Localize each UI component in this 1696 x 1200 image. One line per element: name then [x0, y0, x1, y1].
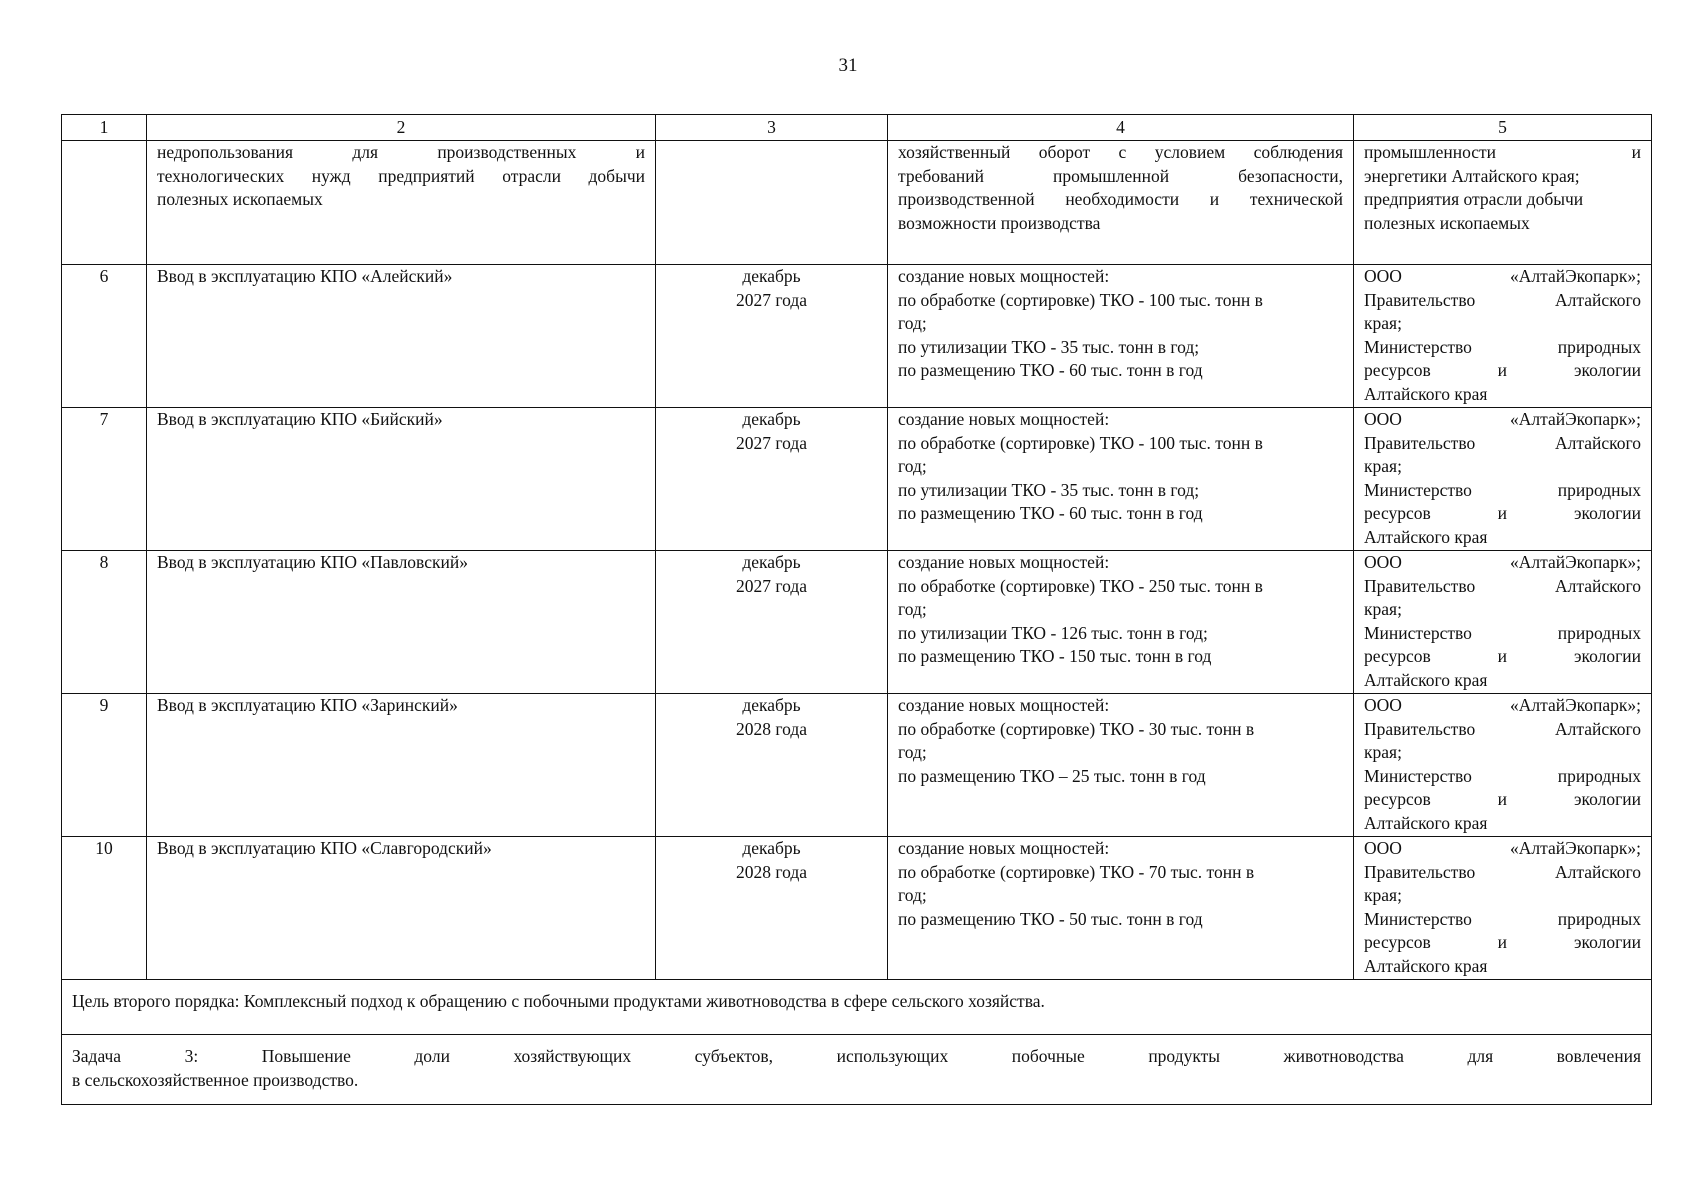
responsible-line: края; [1364, 599, 1402, 619]
deadline-year: 2028 года [735, 718, 808, 739]
responsible-line: ООО «АлтайЭкопарк»; [1364, 838, 1641, 858]
deadline-month: декабрь [742, 695, 801, 715]
responsible-cell [1354, 837, 1652, 980]
deadline-month: декабрь [742, 838, 801, 858]
header-cell-5: 5 [1354, 115, 1652, 141]
responsible-line: ООО «АлтайЭкопарк»; [1364, 409, 1641, 429]
table-row [62, 694, 1652, 837]
responsible-line: ООО «АлтайЭкопарк»; [1364, 695, 1641, 715]
responsible-line: Правительство Алтайского [1364, 575, 1641, 596]
continuation-activity-line: полезных ископаемых [157, 189, 323, 209]
continuation-activity-line: технологических нужд предприятий отрасли добычи [157, 165, 645, 186]
responsible-line: ресурсов и экологии [1364, 789, 1641, 809]
task-text-line2: в сельскохозяйственное производство. [72, 1069, 359, 1090]
responsible-line: Министерство природных [1364, 479, 1641, 500]
responsible-line: края; [1364, 885, 1402, 905]
continuation-responsible-line: промышленности и [1364, 142, 1641, 162]
responsible-line: Алтайского края [1364, 955, 1488, 976]
deadline-year: 2028 года [735, 861, 808, 882]
goal-text: Цель второго порядка: Комплексный подход к обращению с побочными продуктами животноводства в сфере сельского хозяйства. [62, 980, 1652, 1035]
activity-cell: Ввод в эксплуатацию КПО «Алейский» [147, 265, 656, 408]
continuation-result-line: требований промышленной безопасности, [898, 165, 1343, 186]
row-number: 6 [62, 265, 147, 408]
responsible-line: Алтайского края [1364, 812, 1488, 833]
deadline-month: декабрь [742, 266, 801, 286]
responsible-line: ресурсов и экологии [1364, 360, 1641, 380]
result-line: создание новых мощностей: [898, 838, 1110, 858]
continuation-result-line: хозяйственный оборот с условием соблюдения [898, 142, 1343, 162]
result-cell [888, 265, 1354, 408]
responsible-line: Правительство Алтайского [1364, 289, 1641, 310]
responsible-line: края; [1364, 456, 1402, 476]
result-line: год; [898, 599, 927, 619]
responsible-cell [1354, 551, 1652, 694]
continuation-responsible-line: энергетики Алтайского края; [1364, 165, 1580, 186]
responsible-line: Министерство природных [1364, 336, 1641, 357]
result-line: по обработке (сортировке) ТКО - 70 тыс. тонн в [898, 861, 1255, 882]
row-number: 7 [62, 408, 147, 551]
responsible-line: Министерство природных [1364, 908, 1641, 929]
responsible-cell [1354, 265, 1652, 408]
continuation-responsible-cell [1354, 141, 1652, 265]
task-row [62, 1035, 1652, 1105]
responsible-line: ресурсов и экологии [1364, 932, 1641, 952]
deadline-cell [656, 694, 888, 837]
result-line: по размещению ТКО - 60 тыс. тонн в год [898, 503, 1203, 523]
result-line: по обработке (сортировке) ТКО - 100 тыс. тонн в [898, 289, 1263, 310]
continuation-activity-line: недропользования для производственных и [157, 142, 645, 162]
result-line: создание новых мощностей: [898, 695, 1110, 715]
table-row [62, 265, 1652, 408]
result-cell [888, 837, 1354, 980]
row-number: 9 [62, 694, 147, 837]
deadline-cell [656, 265, 888, 408]
responsible-line: Правительство Алтайского [1364, 432, 1641, 453]
result-line: создание новых мощностей: [898, 409, 1110, 429]
continuation-num-cell [62, 141, 147, 265]
result-line: год; [898, 456, 927, 476]
activity-cell: Ввод в эксплуатацию КПО «Бийский» [147, 408, 656, 551]
responsible-line: ресурсов и экологии [1364, 646, 1641, 666]
responsible-line: Алтайского края [1364, 669, 1488, 690]
task-cell [62, 1035, 1652, 1105]
responsible-cell [1354, 694, 1652, 837]
result-line: по обработке (сортировке) ТКО - 100 тыс. тонн в [898, 432, 1263, 453]
continuation-date-cell [656, 141, 888, 265]
result-line: создание новых мощностей: [898, 266, 1110, 286]
result-cell [888, 551, 1354, 694]
table-row [62, 551, 1652, 694]
goal-row [62, 980, 1652, 1035]
responsible-line: ООО «АлтайЭкопарк»; [1364, 266, 1641, 286]
deadline-cell [656, 408, 888, 551]
result-cell [888, 694, 1354, 837]
result-line: по утилизации ТКО - 126 тыс. тонн в год; [898, 622, 1208, 643]
continuation-responsible-line: полезных ископаемых [1364, 212, 1530, 233]
deadline-cell [656, 837, 888, 980]
row-number: 8 [62, 551, 147, 694]
deadline-year: 2027 года [735, 432, 808, 453]
result-line: год; [898, 885, 927, 905]
deadline-month: декабрь [742, 552, 801, 572]
table-row [62, 408, 1652, 551]
responsible-line: Министерство природных [1364, 765, 1641, 786]
continuation-result-line: возможности производства [898, 212, 1101, 233]
result-line: по размещению ТКО - 150 тыс. тонн в год [898, 646, 1212, 666]
result-line: по обработке (сортировке) ТКО - 250 тыс. тонн в [898, 575, 1263, 596]
page-number: 31 [838, 55, 858, 76]
responsible-line: ООО «АлтайЭкопарк»; [1364, 552, 1641, 572]
row-number: 10 [62, 837, 147, 980]
deadline-cell [656, 551, 888, 694]
result-line: по размещению ТКО - 60 тыс. тонн в год [898, 360, 1203, 380]
responsible-line: края; [1364, 313, 1402, 333]
plan-table [61, 114, 1652, 1105]
header-cell-3: 3 [656, 115, 888, 141]
responsible-line: Алтайского края [1364, 383, 1488, 404]
table-header-row [62, 115, 1652, 141]
result-line: создание новых мощностей: [898, 552, 1110, 572]
responsible-line: Алтайского края [1364, 526, 1488, 547]
task-text-line1: Задача 3: Повышение доли хозяйствующих субъектов, использующих побочные продукты животноводства для вовлечения [72, 1046, 1641, 1066]
continuation-activity-cell [147, 141, 656, 265]
continuation-result-cell [888, 141, 1354, 265]
result-line: по утилизации ТКО - 35 тыс. тонн в год; [898, 336, 1200, 357]
header-cell-2: 2 [147, 115, 656, 141]
responsible-line: Правительство Алтайского [1364, 861, 1641, 882]
continuation-result-line: производственной необходимости и технической [898, 189, 1343, 209]
header-cell-4: 4 [888, 115, 1354, 141]
continuation-responsible-line: предприятия отрасли добычи [1364, 189, 1584, 209]
result-line: год; [898, 742, 927, 762]
continuation-row [62, 141, 1652, 265]
result-line: по размещению ТКО - 50 тыс. тонн в год [898, 908, 1203, 929]
result-line: по обработке (сортировке) ТКО - 30 тыс. тонн в [898, 718, 1255, 739]
deadline-month: декабрь [742, 409, 801, 429]
deadline-year: 2027 года [735, 575, 808, 596]
responsible-line: Министерство природных [1364, 622, 1641, 643]
responsible-line: ресурсов и экологии [1364, 503, 1641, 523]
responsible-line: Правительство Алтайского [1364, 718, 1641, 739]
result-line: год; [898, 313, 927, 333]
responsible-cell [1354, 408, 1652, 551]
activity-cell: Ввод в эксплуатацию КПО «Славгородский» [147, 837, 656, 980]
activity-cell: Ввод в эксплуатацию КПО «Павловский» [147, 551, 656, 694]
result-cell [888, 408, 1354, 551]
table-row [62, 837, 1652, 980]
deadline-year: 2027 года [735, 289, 808, 310]
activity-cell: Ввод в эксплуатацию КПО «Заринский» [147, 694, 656, 837]
responsible-line: края; [1364, 742, 1402, 762]
result-line: по размещению ТКО – 25 тыс. тонн в год [898, 765, 1206, 786]
result-line: по утилизации ТКО - 35 тыс. тонн в год; [898, 479, 1200, 500]
header-cell-1: 1 [62, 115, 147, 141]
